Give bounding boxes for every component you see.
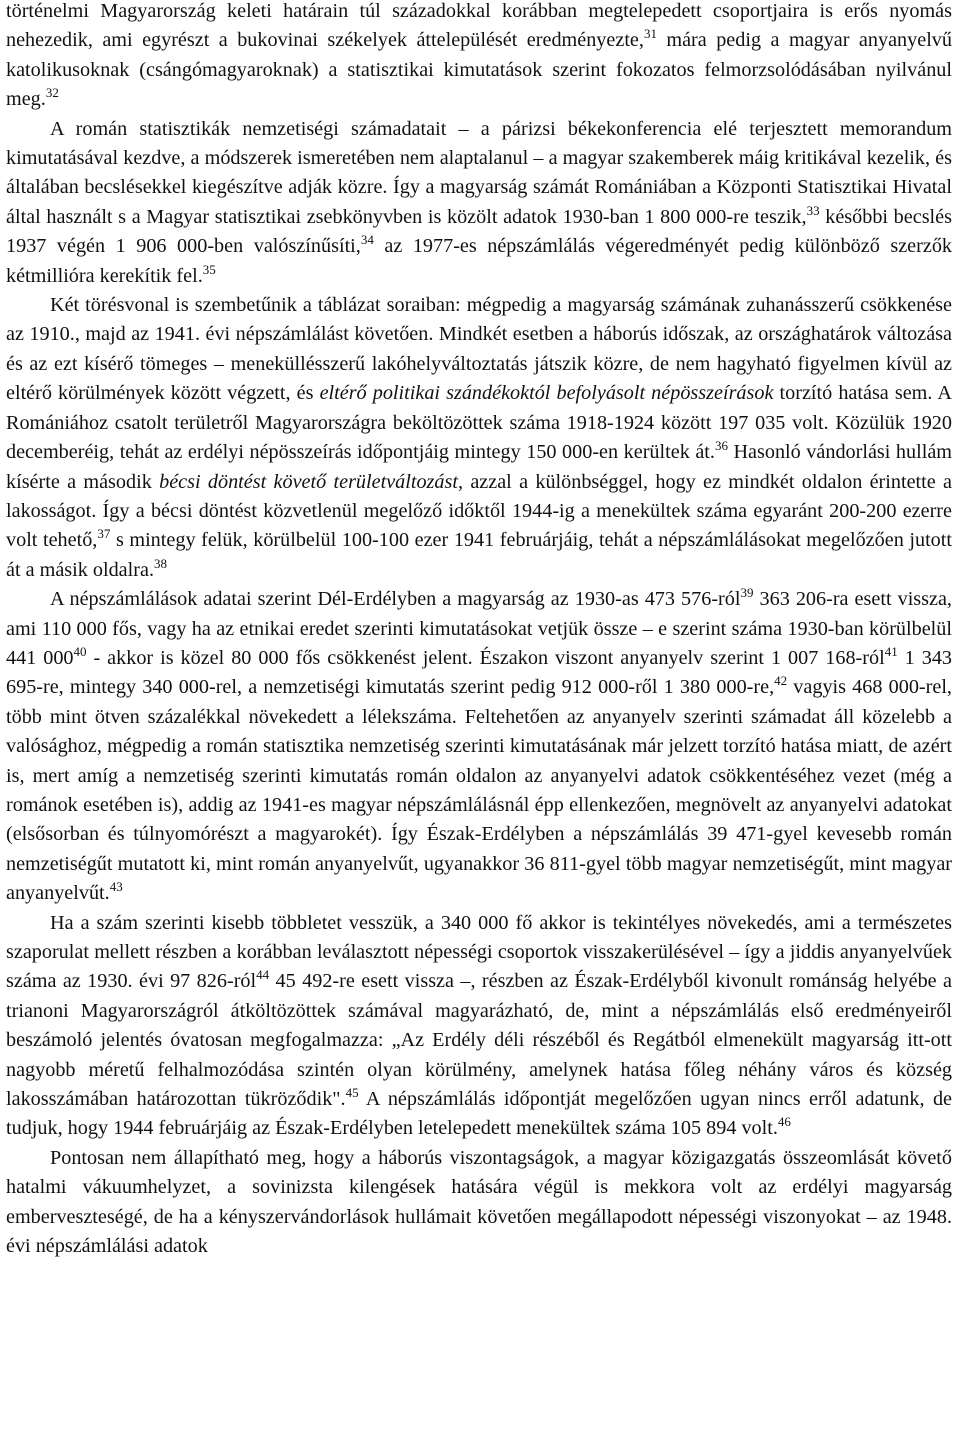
footnote-ref: 39: [740, 585, 754, 601]
paragraph-6: [6, 1144, 952, 1262]
paragraph-3: [6, 291, 952, 585]
text-run: - akkor is közel 80 000 fős csökkenést jelent. Északon viszont anyanyelv szerint 1 007 168-ról: [86, 646, 885, 669]
footnote-ref: 35: [202, 261, 216, 277]
footnote-ref: 44: [256, 967, 270, 983]
paragraph-4: [6, 585, 952, 908]
text-run: történelmi Magyarország keleti határain túl századokkal korábban megtelepedett csoportjaira is erős nyomás nehezedik, ami egyrészt a bukovinai székelyek áttelepülését eredményezte,: [6, 0, 952, 52]
paragraph-5: [6, 909, 952, 1144]
text-run: 45 492-re esett vissza –, részben az Észak-Erdélyből kivonult románság helyébe a trianoni Magyarországról átköltözöttek számával magyarázható, de, mint a népszámlálás első eredményeiről beszámoló jelentés óvatosan megfogalmazza: „Az Erdély déli részéből és Regátból elmenekült magyarság itt-ott nagyobb méretű felhalmozódása szintén olyan körülmény, amelynek hatása főleg néhány város és község lakosszámában határozottan tükröződik".: [6, 970, 953, 1111]
footnote-ref: 46: [777, 1114, 791, 1130]
footnote-ref: 33: [806, 202, 820, 218]
text-run: 363 206-ra esett vissza, ami 110 000 fős, vagy ha az etnikai eredet szerinti kimutatásokat vetjük össze – e szerint száma 1930-ban körülbelül 441 000: [6, 588, 952, 669]
text-run: torzító hatása sem. A Romániához csatolt területről Magyarországra beköltözöttek száma 1918-1924 között 197 035 volt. Közülük 1920 decemberéig, tehát az erdélyi népösszeírás időpontjáig mintegy 150 000-en kerültek át.: [6, 382, 952, 464]
footnote-ref: 45: [345, 1085, 359, 1101]
text-run: s mintegy felük, körülbelül 100-100 ezer 1941 februárjáig, tehát a népszámlálásokat megelőzően jutott át a másik oldalra.: [6, 529, 952, 581]
footnote-ref: 36: [714, 438, 728, 454]
italic-phrase: bécsi döntést követő területváltozást: [159, 470, 458, 493]
text-run: az 1977-es népszámlálás végeredményét pedig különböző szerzők kétmillióra kerekítik fel.: [6, 235, 953, 287]
text-run: Pontosan nem állapítható meg, hogy a háborús viszontagságok, a magyar közigazgatás összeomlását követő hatalmi vákuumhelyzet, a sovinizsta kilengések hatására végül is mekkora volt az erdélyi magyarság emberveszteségé, de ha a kényszervándorlások hullámait követően megállapodott népességi viszonyokat – az 1948. évi népszámlálási adatok: [6, 1146, 952, 1258]
text-run: Ha a szám szerinti kisebb többletet vesszük, a 340 000 fő akkor is tekintélyes növekedés, ami a természetes szaporulat mellett részben a korábban leválasztott népességi csoportok visszakerülésével – így a jiddis anyanyelvűek száma az 1930. évi 97 826-ról: [6, 911, 952, 993]
italic-phrase: eltérő politikai szándékoktól befolyásolt népösszeírások: [319, 382, 774, 405]
text-run: Két törésvonal is szembetűnik a táblázat soraiban: mégpedig a magyarság számának zuhanásszerű csökkenése az 1910., majd az 1941. évi népszámlálást követően. Mindkét esetben a háborús időszak, az országhatárok változása és az ezt kísérő tömeges – meneküllésszerű lakóhelyváltoztatás játszik közre, de nem hagyható figyelmen kívül az eltérő körülmények között végzett, és: [6, 294, 952, 405]
paragraph-1: [6, 0, 952, 115]
text-run: A népszámlálások adatai szerint Dél-Erdélyben a magyarság az 1930-as 473 576-ról: [50, 588, 741, 611]
text-run: vagyis 468 000-rel, több mint ötven százalékkal növekedett a lélekszáma. Feltehetően az anyanyelv szerinti számadat áll közelebb a valósághoz, mégpedig a román statisztika nemzetiség szerinti kimutatásának már jelzett torzító hatása miatt, de azért is, mert amíg a nemzetiség szerinti kimutatás román oldalon az anyanyelvi adatok csökkentéséhez vezet (még a románok esetében is), addig az 1941-es magyar népszámlálásnál épp ellenkezően, megnövelt az anyanyelvi adatokat (elsősorban és túlnyomórészt a magyarokét). Így Észak-Erdélyben a népszámlálás 39 471-gyel kevesebb román nemzetiségűt mutatott ki, mint román anyanyelvűt, ugyanakkor 36 811-gyel több magyar nemzetiségűt, mint magyar anyanyelvűt.: [6, 676, 952, 905]
footnote-ref: 31: [643, 26, 657, 42]
footnote-ref: 38: [154, 555, 167, 571]
footnote-ref: 42: [774, 673, 788, 689]
footnote-ref: 40: [73, 643, 87, 659]
footnote-ref: 32: [45, 85, 59, 101]
paragraph-2: [6, 115, 952, 291]
footnote-ref: 37: [97, 526, 111, 542]
text-run: A népszámlálás időpontját megelőzően ugyan nincs erről adatunk, de tudjuk, hogy 1944 februárjáig az Észak-Erdélyben letelepedett menekültek száma 105 894 volt.: [6, 1088, 953, 1140]
text-run: A román statisztikák nemzetiségi számadatait – a párizsi békekonferencia elé terjesztett memorandum kimutatásával kezdve, a módszerek ismeretében nem alaptalanul – a magyar szakemberek máig kritikával kezelik, és általában becslésekkel kiegészítve adják közre. Így a magyarság számát Romániában a Központi Statisztikai Hivatal által használt s a Magyar statisztikai zsebkönyvben is közölt adatok 1930-ban 1 800 000-re teszik,: [6, 117, 952, 228]
footnote-ref: 34: [360, 232, 374, 248]
text-run: későbbi becslés 1937 végén 1 906 000-ben valószínűsíti,: [6, 205, 952, 258]
text-run: mára pedig a magyar anyanyelvű katolikusoknak (csángómagyaroknak) a statisztikai kimutatások szerint fokozatos felmorzsolódásában nyilvánul meg.: [6, 29, 952, 111]
footnote-ref: 41: [884, 643, 898, 659]
text-run: , azzal a különbséggel, hogy ez mindkét oldalon érintette a lakosságot. Így a bécsi döntést közvetlenül megelőző időktől 1944-ig a menekültek száma egyaránt 200-200 ezerre volt tehető,: [6, 470, 952, 552]
text-run: Hasonló vándorlási hullám kísérte a második: [6, 441, 952, 493]
footnote-ref: 43: [109, 879, 123, 895]
text-run: 1 343 695-re, mintegy 340 000-rel, a nemzetiségi kimutatás szerint pedig 912 000-ről 1 380 000-re,: [6, 646, 953, 699]
